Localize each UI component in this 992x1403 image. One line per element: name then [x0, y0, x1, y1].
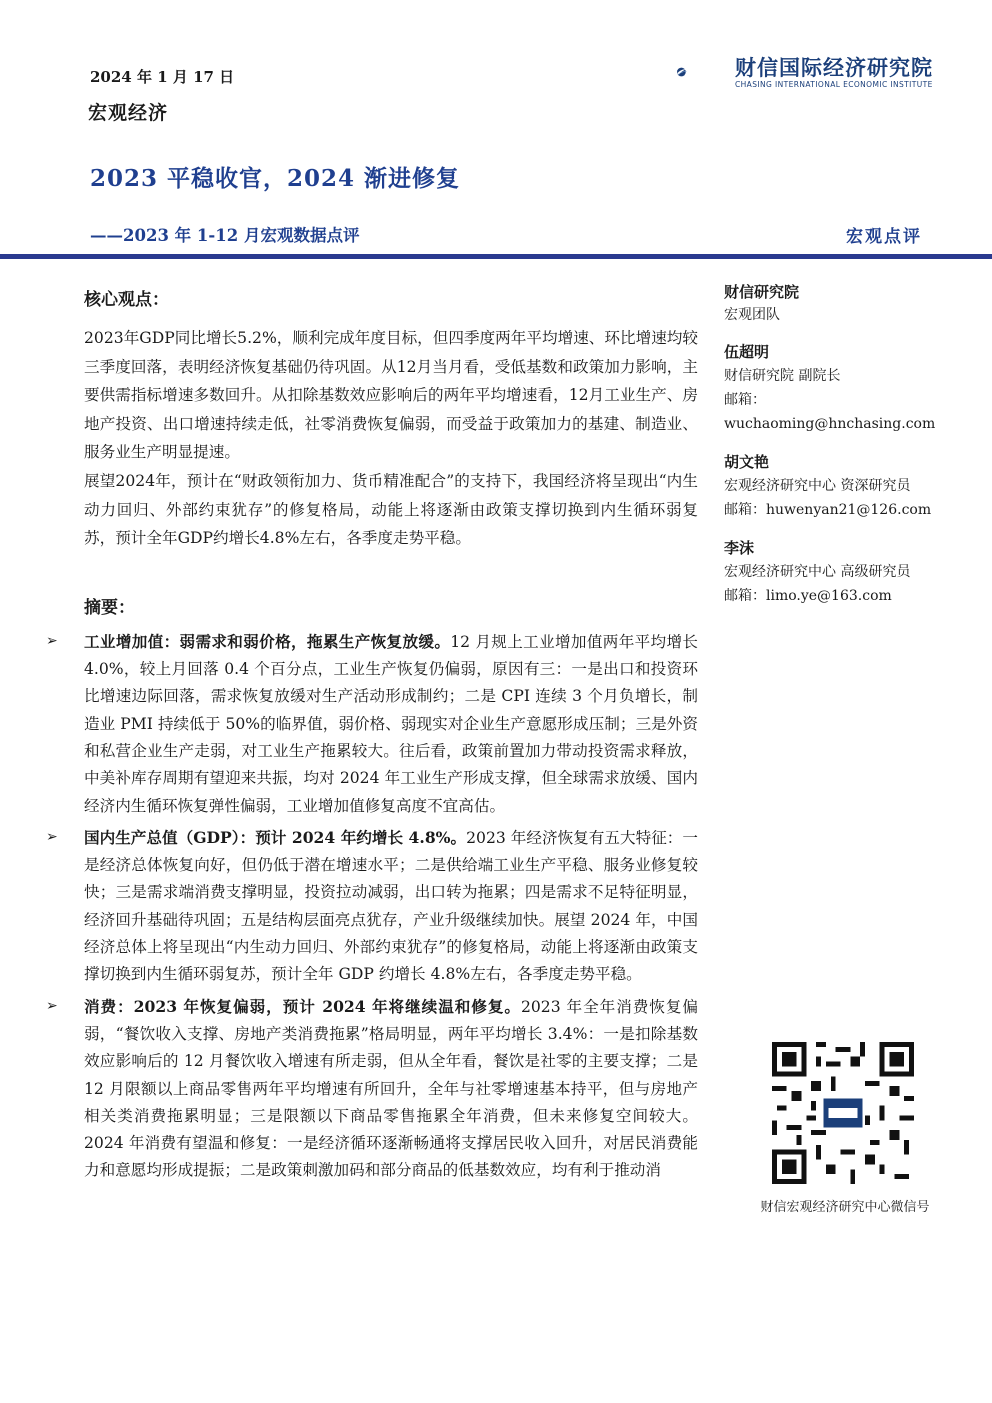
institute-logo-subtitle: CHASING INTERNATIONAL ECONOMIC INSTITUTE: [735, 80, 933, 89]
bullet-arrow-icon: ➢: [46, 997, 58, 1014]
report-date: 2024 年 1 月 17 日: [90, 68, 235, 86]
summary-item-text: 2023 年全年消费恢复偏弱，“餐饮收入支撑、房地产类消费拖累”格局明显，两年平均增长 3.4%：一是扣除基数效应影响后的 12 月餐饮收入增速有所走弱，但从全年看，餐饮是社零的主要支撑；二是 12 月限额以上商品零售两年平均增速有所回升，全年与社零增速基本持平，但与房地产相关类消费拖累明显；三是限额以下商品零售拖累全年消费，但未来修复空间较大。2024 年消费有望温和修复：一是经济循环逐渐畅通将支撑居民收入回升，对居民消费能力和意愿均形成提振；二是政策刺激加码和部分商品的低基数效应，均有利于推动消: [84, 997, 698, 1180]
summary-item-lead: 国内生产总值（GDP）：预计 2024 年约增长 4.8%。: [84, 827, 467, 847]
org-name: 财信研究院: [724, 283, 800, 301]
summary-item-text: 2023 年经济恢复有五大特征：一是经济总体恢复向好，但仍低于潜在增速水平；二是供给端工业生产平稳、服务业修复较快；三是需求端消费支撑明显，投资拉动减弱，出口转为拖累；四是需求不足特征明显，经济回升基础待巩固；五是结构层面亮点犹存，产业升级继续加快。展望 2024 年，中国经济总体上将呈现出“内生动力回归、外部约束犹存”的修复格局，动能上将逐渐由政策支撑切换到内生循环弱复苏，预计全年 GDP 约增长 4.8%左右，各季度走势平稳。: [84, 828, 698, 984]
analyst-name: 胡文艳: [724, 453, 770, 471]
report-subtitle: ——2023 年 1-12 月宏观数据点评: [90, 226, 360, 245]
main-content: [46, 285, 698, 1189]
analyst-title: 财信研究院 副院长: [724, 368, 841, 384]
summary-item-industry: [46, 628, 698, 820]
report-type: 宏观点评: [846, 227, 922, 247]
wechat-qr-code-icon[interactable]: [772, 1042, 914, 1184]
analyst-name: 李沫: [724, 539, 755, 557]
institute-logo-name: 财信国际经济研究院: [735, 56, 933, 80]
report-title: 2023 平稳收官，2024 渐进修复: [90, 165, 461, 192]
swoosh-globe-icon: [676, 48, 732, 96]
report-category: 宏观经济: [88, 102, 169, 124]
core-view-paragraph: 展望2024年，预计在“财政领衔加力、货币精准配合”的支持下，我国经济将呈现出“内生动力回归、外部约束犹存”的修复格局，动能上将逐渐由政策支撑切换到内生循环弱复苏，预计全年GDP约增长4.8%左右，各季度走势平稳。: [84, 471, 698, 548]
core-view-heading: 核心观点：: [84, 290, 169, 310]
qr-caption: 财信宏观经济研究中心微信号: [760, 1200, 930, 1215]
analyst-title: 宏观经济研究中心 资深研究员: [724, 478, 911, 494]
summary-item-consumption: [46, 993, 698, 1185]
analyst-title: 宏观经济研究中心 高级研究员: [724, 564, 911, 580]
summary-item-text: 12 月规上工业增加值两年平均增长 4.0%，较上月回落 0.4 个百分点，工业生产恢复仍偏弱，原因有三：一是出口和投资环比增速边际回落，需求恢复放缓对生产活动形成制约；二是 CPI 连续 3 个月负增长，制造业 PMI 持续低于 50%的临界值，弱价格、弱现实对企业生产意愿形成压制；三是外资和私营企业生产走弱，对工业生产拖累较大。往后看，政策前置加力带动投资需求释放，中美补库存周期有望迎来共振，均对 2024 年工业生产形成支撑，但全球需求放缓、国内经济内生循环恢复弹性偏弱，工业增加值修复高度不宜高估。: [84, 632, 698, 815]
analyst-name: 伍超明: [724, 343, 770, 361]
analyst-sidebar: [724, 280, 974, 608]
core-view-paragraph: 2023年GDP同比增长5.2%，顺利完成年度目标，但四季度两年平均增速、环比增速均较三季度回落，表明经济恢复基础仍待巩固。从12月当月看，受低基数和政策加力影响，主要供需指标增速多数回升。从扣除基数效应影响后的两年平均增速看，12月工业生产、房地产投资、出口增速持续走低，社零消费恢复偏弱，而受益于政策加力的基建、制造业、服务业生产明显提速。: [84, 329, 698, 462]
bullet-arrow-icon: ➢: [46, 632, 58, 649]
summary-item-lead: 消费：2023 年恢复偏弱，预计 2024 年将继续温和修复。: [84, 996, 521, 1016]
summary-item-lead: 工业增加值：弱需求和弱价格，拖累生产恢复放缓。: [84, 631, 451, 651]
analyst-email[interactable]: 邮箱：wuchaoming@hnchasing.com: [724, 392, 936, 432]
analyst-email[interactable]: 邮箱：huwenyan21@126.com: [724, 502, 932, 518]
summary-heading: 摘要：: [84, 597, 135, 618]
analyst-email[interactable]: 邮箱：limo.ye@163.com: [724, 588, 892, 604]
team-name: 宏观团队: [724, 307, 780, 323]
bullet-arrow-icon: ➢: [46, 828, 58, 845]
header-divider: [0, 254, 992, 259]
summary-item-gdp: [46, 824, 698, 989]
